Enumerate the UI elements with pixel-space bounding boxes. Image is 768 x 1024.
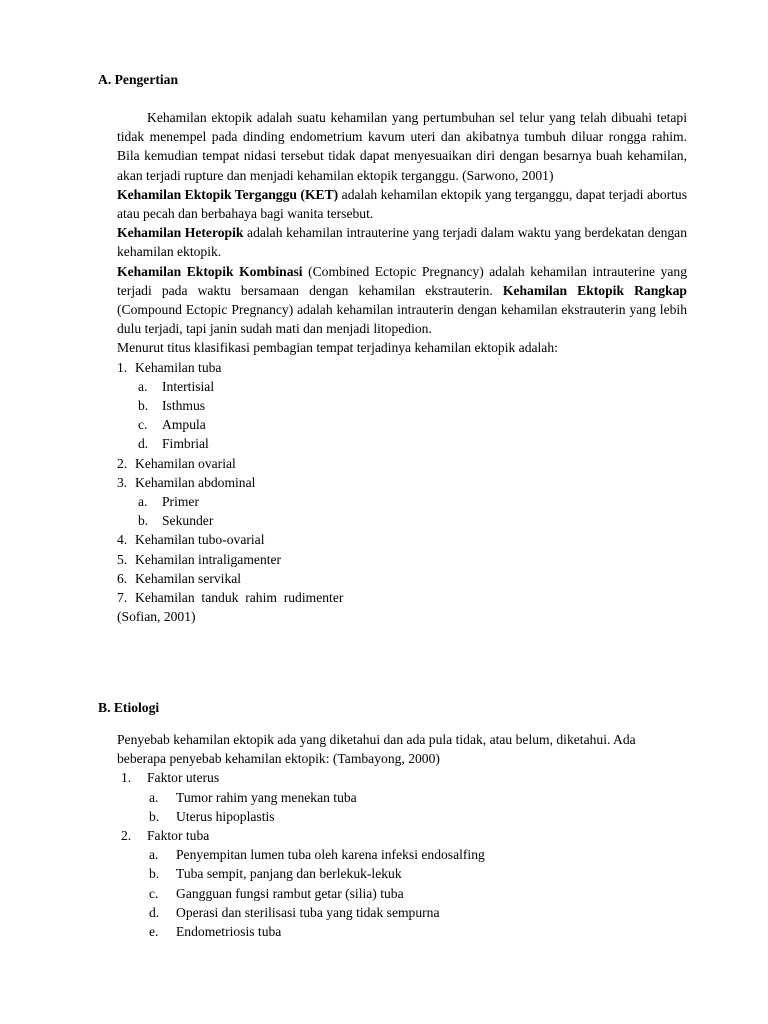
sublist	[121, 845, 687, 941]
list-item: 5. Kehamilan intraligamenter	[117, 551, 282, 567]
list-item: a. Penyempitan lumen tuba oleh karena infeksi endosalfing	[149, 847, 485, 863]
list-item: 2. Faktor tuba	[121, 828, 210, 844]
klasifikasi-intro: Menurut titus klasifikasi pembagian tempat terjadinya kehamilan ektopik adalah:	[117, 340, 558, 356]
ket-definition: adalah kehamilan ektopik yang terganggu, dapat terjadi abortus atau pecah dan berbahaya bagi wanita tersebut.	[117, 186, 687, 222]
list-item: 6. Kehamilan servikal	[117, 570, 242, 586]
list-item: d. Operasi dan sterilisasi tuba yang tidak sempurna	[149, 904, 440, 920]
section-b-heading: B. Etiologi	[98, 700, 160, 715]
list-item: a. Tumor rahim yang menekan tuba	[149, 789, 357, 805]
list-item: 4. Kehamilan tubo-ovarial	[117, 532, 265, 548]
list-item: b. Sekunder	[138, 513, 214, 529]
kombinasi-paragraph	[117, 262, 687, 339]
heteropik-term: Kehamilan Heteropik	[117, 225, 244, 241]
list-item: d. Fimbrial	[138, 436, 209, 452]
list-item: e. Endometriosis tuba	[149, 924, 282, 940]
list-item: b. Tuba sempit, panjang dan berlekuk-lekuk	[149, 866, 402, 882]
section-a-body	[117, 108, 687, 626]
list-item: 1. Kehamilan tuba	[117, 359, 222, 375]
sublist	[117, 492, 687, 530]
sublist	[121, 788, 687, 826]
list-item: 1. Faktor uterus	[121, 770, 220, 786]
list-item: b. Isthmus	[138, 398, 206, 414]
ket-paragraph	[117, 185, 687, 223]
section-a-heading: A. Pengertian	[98, 72, 179, 87]
sublist	[117, 377, 687, 454]
ket-term: Kehamilan Ektopik Terganggu (KET)	[117, 186, 339, 202]
list-item: a. Primer	[138, 494, 199, 510]
etiologi-paragraph: Penyebab kehamilan ektopik ada yang diketahui dan ada pula tidak, atau belum, diketahui. Ada beberapa penyebab kehamilan ektopik: (Tambayong, 2000)	[117, 732, 636, 767]
kombinasi-definition: (Combined Ectopic Pregnancy) adalah kehamilan intrauterine yang terjadi pada waktu bersamaan dengan kehamilan ekstrauterin.	[117, 263, 687, 298]
list-item: a. Intertisial	[138, 378, 215, 394]
section-b-body	[117, 730, 687, 941]
rangkap-term: Kehamilan Ektopik Rangkap	[502, 282, 687, 298]
list-item: c. Gangguan fungsi rambut getar (silia) tuba	[149, 885, 404, 901]
etiologi-list	[117, 768, 687, 941]
rangkap-definition: (Compound Ectopic Pregnancy) adalah kehamilan intrauterin dengan kehamilan ekstrauterin yang lebih dulu terjadi, tapi janin sudah mati dan menjadi litopedion.	[117, 302, 687, 337]
list-item: 7. Kehamilan tanduk rahim rudimenter	[117, 590, 344, 606]
definition-paragraph: Kehamilan ektopik adalah suatu kehamilan yang pertumbuhan sel telur yang telah dibuahi tetapi tidak menempel pada dinding endometrium kavum uteri dan akibatnya tumbuh diluar rongga rahim. Bila kemudian tempat nidasi tersebut tidak dapat menyesuaikan diri dengan besarnya buah kehamilan, akan terjadi rupture dan menjadi kehamilan ektopik terganggu. (Sarwono, 2001)	[117, 110, 687, 183]
citation: (Sofian, 2001)	[117, 609, 196, 625]
kombinasi-term: Kehamilan Ektopik Kombinasi	[117, 263, 303, 279]
heteropik-paragraph	[117, 223, 687, 261]
heteropik-definition: adalah kehamilan intrauterine yang terjadi dalam waktu yang berdekatan dengan kehamilan ektopik.	[117, 225, 687, 260]
list-item: c. Ampula	[138, 417, 206, 433]
klasifikasi-list	[117, 358, 687, 608]
list-item: 2. Kehamilan ovarial	[117, 455, 236, 471]
list-item: 3. Kehamilan abdominal	[117, 474, 256, 490]
list-item: b. Uterus hipoplastis	[149, 808, 275, 824]
